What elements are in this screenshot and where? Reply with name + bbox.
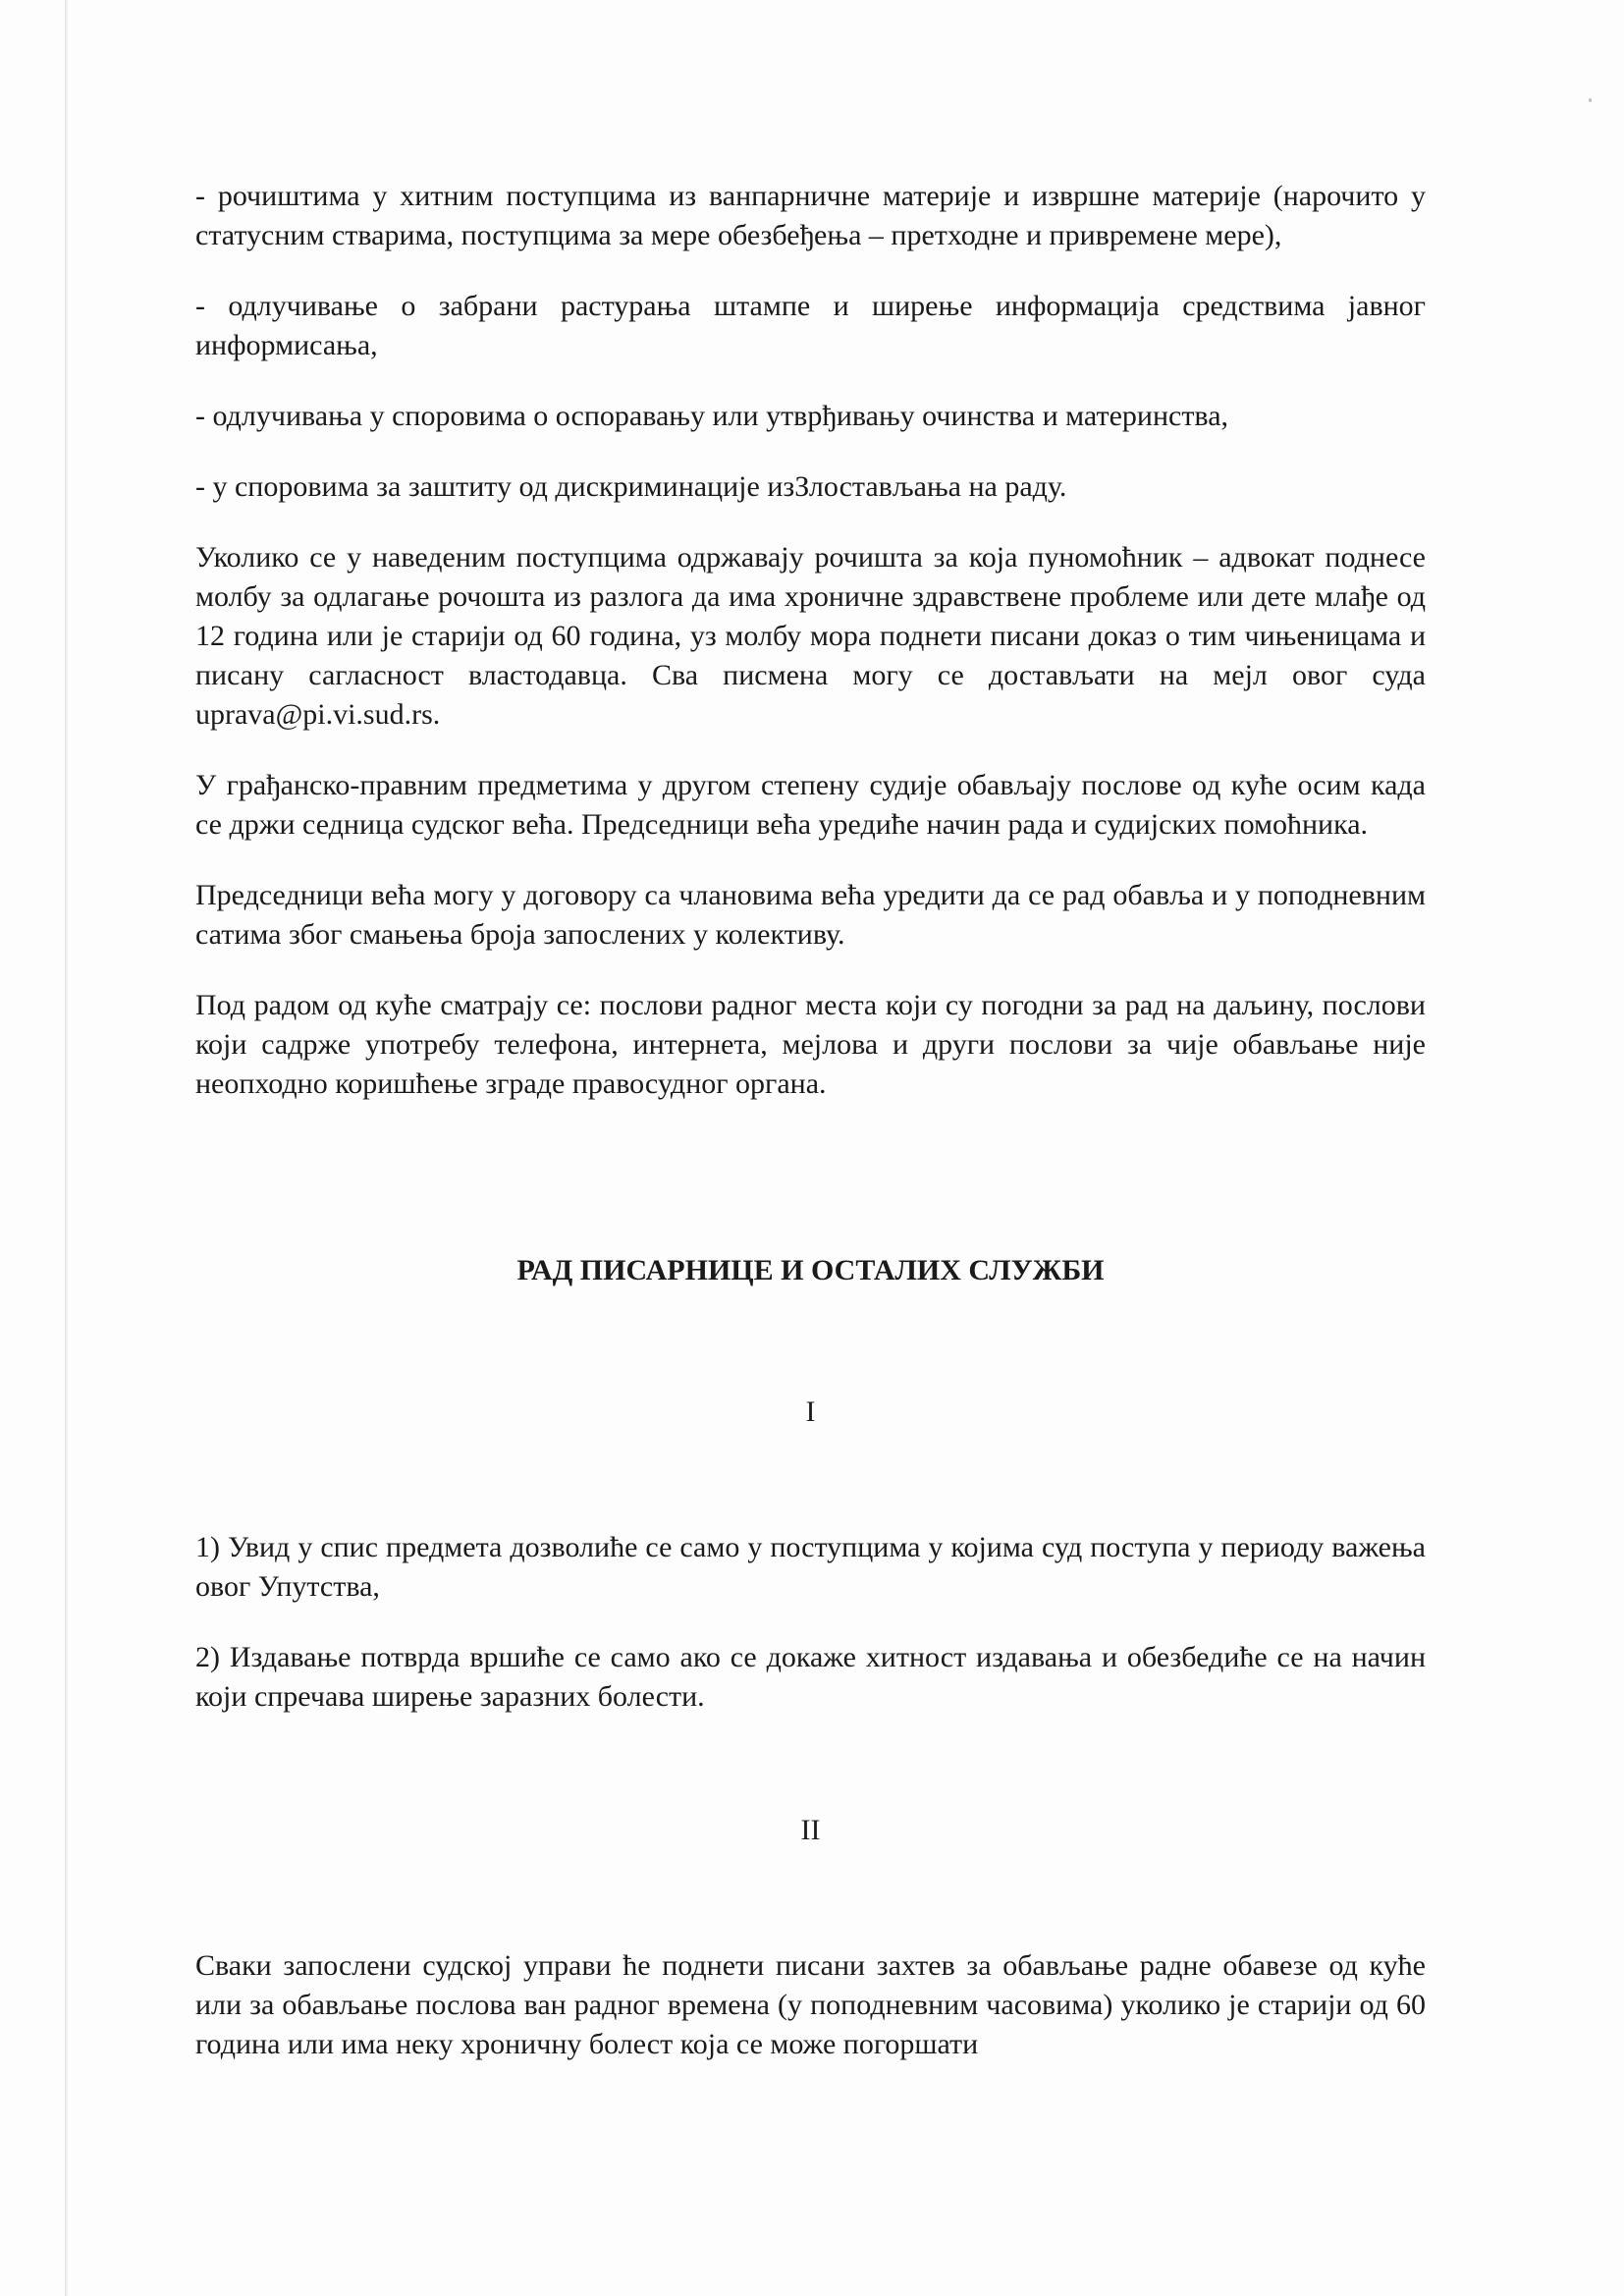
section-two-body xyxy=(195,1946,1426,2064)
body-text-top xyxy=(195,177,1426,1104)
section-heading: РАД ПИСАРНИЦЕ И ОСТАЛИХ СЛУЖБИ xyxy=(516,1254,1105,1286)
paragraph: У грађанско-правним предметима у другом степену судије обављају послове од куће осим када се држи седница судског већа. Председници већа уредиће начин рада и судијских помоћника. xyxy=(195,769,1426,841)
paragraph: Уколико се у наведеним поступцима одржавају рочишта за која пуномоћник – адвокат поднесе молбу за одлагање рочошта из разлога да има хроничне здравствене проблеме или дете млађе од 12 година или је старији од 60 година, уз молбу мора поднети писани доказ о тим чињеницама и писану сагласност властодавца. Сва писмена могу се достављати на мејл овог суда uprava@pi.vi.sud.rs. xyxy=(195,541,1426,731)
section-numeral-one: I xyxy=(805,1395,816,1428)
scan-edge xyxy=(65,0,68,2296)
section-one-body xyxy=(195,1528,1426,1717)
paragraph: - одлучивања у споровима о оспоравању или утврђивању очинства и материнства, xyxy=(195,400,1229,432)
paragraph: - у споровима за заштиту од дискриминације изЗлостављања на раду. xyxy=(195,470,1067,503)
section-numeral-two: II xyxy=(800,1814,821,1846)
paragraph: Сваки запослени судској управи ће поднети писани захтев за обављање радне обавезе од куће или за обављање послова ван радног времена (у поподневним часовима) уколико је старији од 60 година или има неку хроничну болест која се може погоршати xyxy=(195,1949,1426,2060)
list-item: 2) Издавање потврда вршиће се само ако се докаже хитност издавања и обезбедиће се на начин који спречава ширење заразних болести. xyxy=(195,1641,1426,1713)
scan-speck xyxy=(1589,98,1592,102)
list-item: 1) Увид у спис предмета дозволиће се само у поступцима у којима суд поступа у периоду важења овог Упутства, xyxy=(195,1531,1426,1603)
paragraph: Под радом од куће сматрају се: послови радног места који су погодни за рад на даљину, послови који садрже употребу телефона, интернета, мејлова и други послови за чије обављање није неопходно коришћење зграде правосудног органа. xyxy=(195,989,1426,1100)
paragraph: - рочиштима у хитним поступцима из ванпарничне материје и извршне материје (нарочито у статусним стварима, поступцима за мере обезбеђења – претходне и привремене мере), xyxy=(195,180,1426,251)
paragraph: Председници већа могу у договору са члановима већа уредити да се рад обавља и у поподневним сатима због смањења броја запослених у колективу. xyxy=(195,879,1426,951)
paragraph: - одлучивање о забрани растурања штампе и ширење информација средствима јавног информисања, xyxy=(195,290,1426,361)
